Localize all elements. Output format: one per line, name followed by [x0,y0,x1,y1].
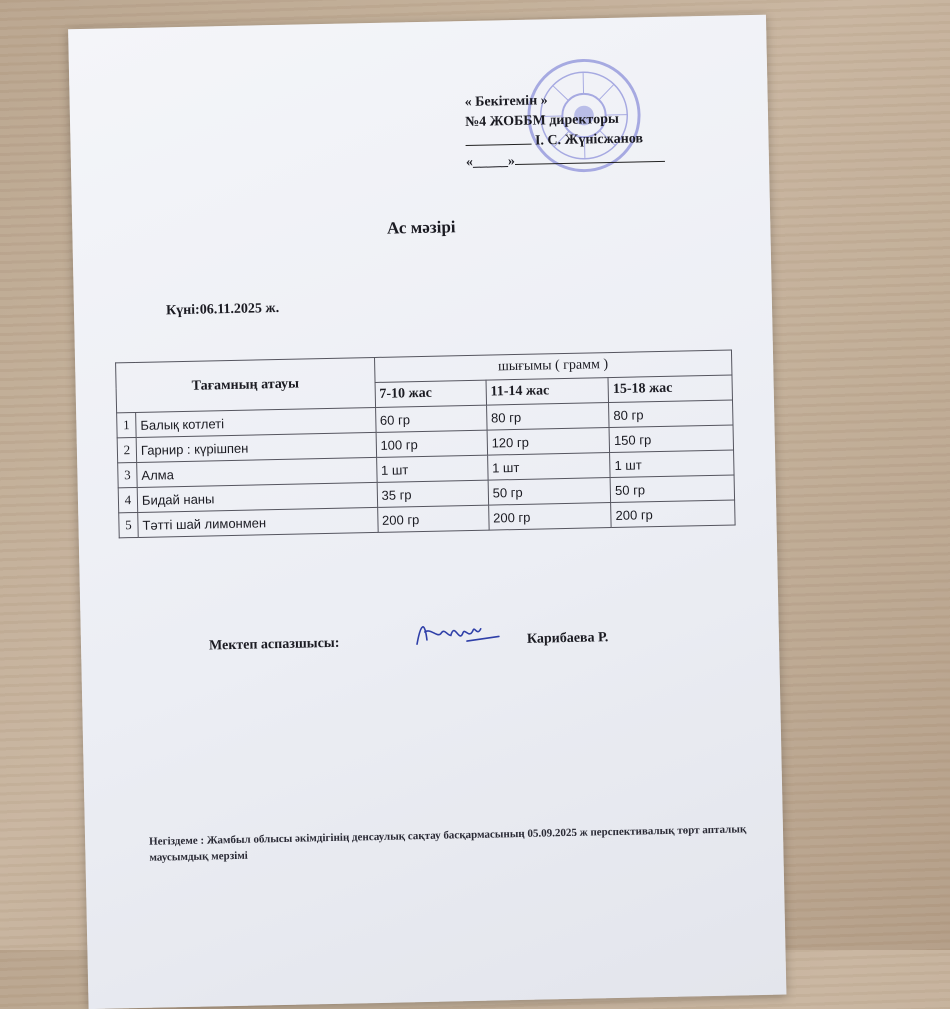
age-group-header: 15-18 жас [608,375,732,403]
portion-value: 80 гр [486,403,609,431]
portion-value: 50 гр [610,475,734,503]
basis-note: Негіздеме : Жамбыл облысы әкімдігінің денсаулық сақтау басқармасының 05.09.2025 ж перспективалық төрт апталық маусымдық мерзімі [149,821,750,866]
output-header: шығымы ( грамм ) [374,350,732,382]
cook-name: Карибаева Р. [527,630,609,648]
portion-value: 1 шт [376,455,488,482]
portion-value: 200 гр [488,503,611,531]
approval-position: №4 ЖОББМ директоры [465,109,664,133]
portion-value: 80 гр [609,400,733,428]
row-number: 4 [118,487,138,512]
menu-document [68,15,786,1009]
portion-value: 120 гр [487,428,610,456]
portion-value: 1 шт [487,453,610,481]
dish-name: Тәтті шай лимонмен [138,507,378,537]
portion-value: 1 шт [610,450,734,478]
portion-value: 35 гр [377,480,489,507]
dish-name-header: Тағамның атауы [116,357,376,412]
approval-director-name: І. С. Жүнісжанов [535,131,643,148]
age-group-header: 7-10 жас [375,380,487,407]
dish-name: Балық котлеті [136,407,376,437]
menu-table [115,349,736,538]
portion-value: 150 гр [609,425,733,453]
approval-date-line [466,149,665,173]
approval-date-blank [515,161,665,165]
row-number: 1 [117,412,137,437]
dish-name: Алма [137,457,377,487]
approval-block [464,89,665,173]
age-group-header: 11-14 жас [486,378,609,406]
portion-value: 200 гр [377,505,489,532]
portion-value: 200 гр [611,500,735,528]
dish-name: Гарнир : күрішпен [136,432,376,462]
row-number: 3 [118,462,138,487]
menu-date: Күні:06.11.2025 ж. [166,301,279,319]
portion-value: 60 гр [375,405,487,432]
approval-heading: « Бекітемін » [464,89,663,113]
approval-date-day: «_____» [466,154,515,170]
cook-signature-icon [410,612,501,654]
row-number: 2 [117,437,137,462]
page-title: Ас мәзірі [72,211,770,246]
portion-value: 100 гр [376,430,488,457]
dish-name: Бидай наны [137,482,377,512]
cook-label: Мектеп аспазшысы: [209,636,340,655]
director-signature-line [466,144,532,146]
portion-value: 50 гр [488,478,611,506]
row-number: 5 [119,512,139,537]
